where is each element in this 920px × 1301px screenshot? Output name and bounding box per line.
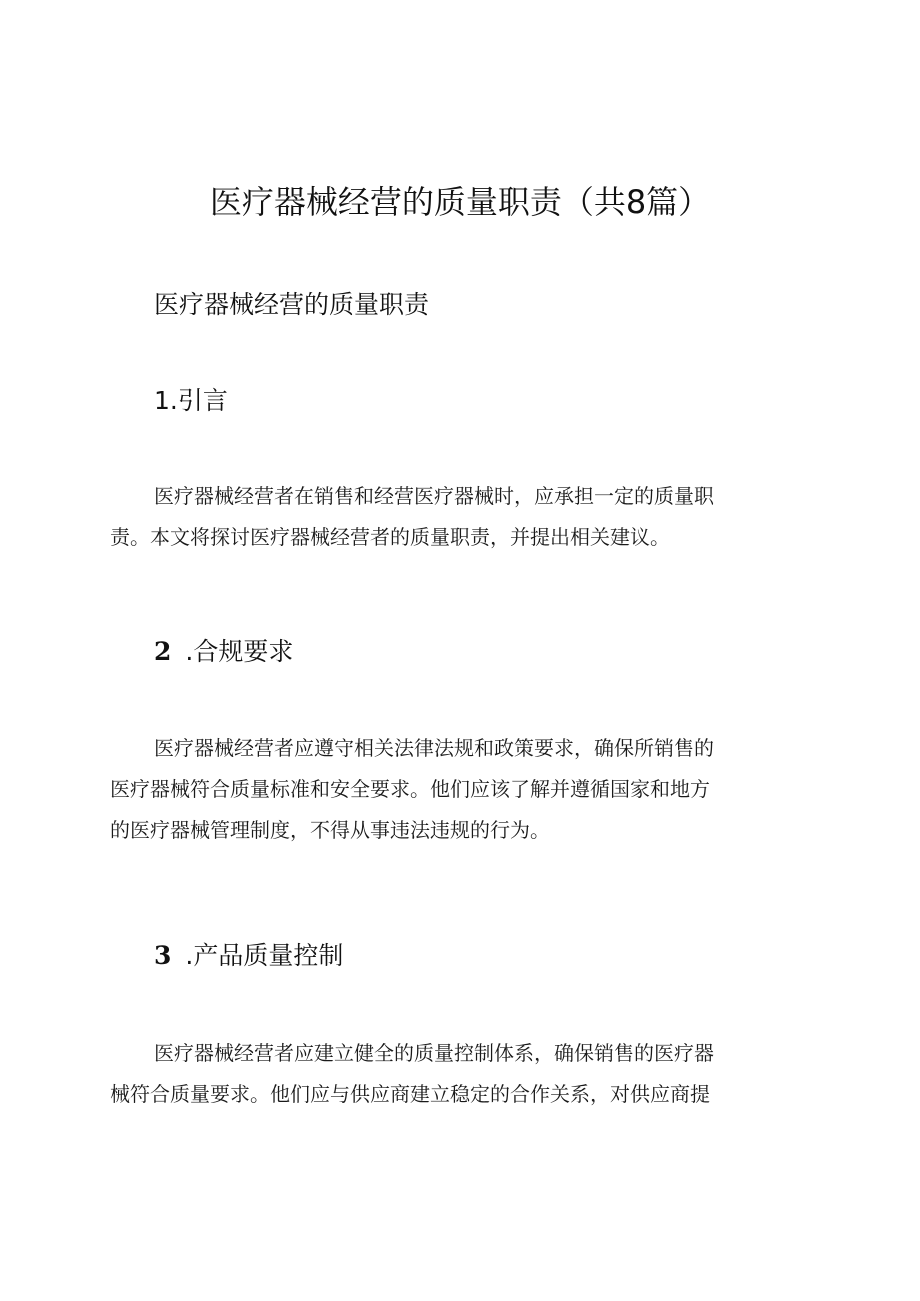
paragraph-line: 械符合质量要求。他们应与供应商建立稳定的合作关系，对供应商提 xyxy=(110,1082,710,1106)
paragraph-line: 医疗器械经营者应遵守相关法律法规和政策要求，确保所销售的 xyxy=(154,736,714,760)
section-heading-3 xyxy=(154,936,343,976)
paragraph-line: 责。本文将探讨医疗器械经营者的质量职责，并提出相关建议。 xyxy=(110,525,670,549)
section-heading-1 xyxy=(154,381,228,421)
document-subtitle: 医疗器械经营的质量职责 xyxy=(154,290,430,319)
section-number: 3 xyxy=(154,941,172,970)
section-heading-text: 引言 xyxy=(177,386,228,415)
section-number: 2 xyxy=(154,637,172,666)
section-heading-text: .合规要求 xyxy=(185,637,294,666)
paragraph-line: 的医疗器械管理制度，不得从事违法违规的行为。 xyxy=(110,818,550,842)
section-heading-2 xyxy=(154,632,293,672)
section-heading-text: .产品质量控制 xyxy=(185,941,344,970)
section-paragraph-2 xyxy=(110,728,810,851)
document-title: 医疗器械经营的质量职责（共8篇） xyxy=(209,183,711,221)
paragraph-line: 医疗器械经营者在销售和经营医疗器械时，应承担一定的质量职 xyxy=(154,484,714,508)
section-number: 1. xyxy=(154,386,178,415)
paragraph-line: 医疗器械经营者应建立健全的质量控制体系，确保销售的医疗器 xyxy=(154,1041,714,1065)
section-paragraph-1 xyxy=(110,476,810,558)
paragraph-line: 医疗器械符合质量标准和安全要求。他们应该了解并遵循国家和地方 xyxy=(110,777,710,801)
section-paragraph-3 xyxy=(110,1033,810,1115)
